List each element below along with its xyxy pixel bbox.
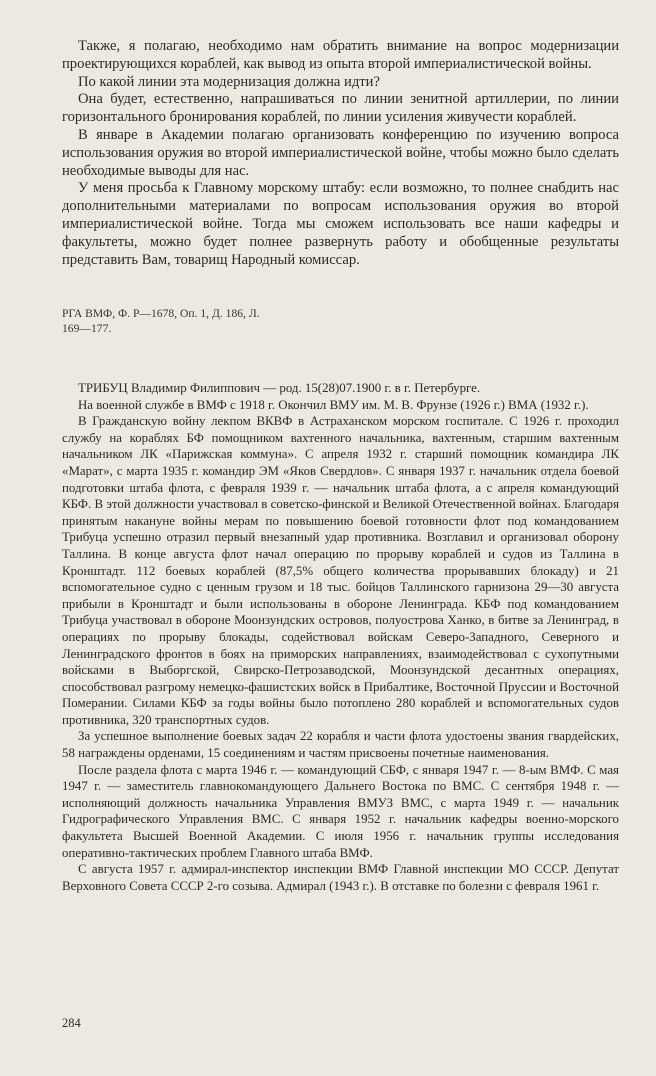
biography-paragraph: За успешное выполнение боевых задач 22 корабля и части флота удостоены звания гвардейских, 58 награждены орденами, 15 соединениям и частям присвоены почетные наименования.: [62, 729, 619, 761]
person-name: ТРИБУЦ Владимир Филиппович: [78, 381, 261, 395]
biography-heading: [62, 380, 619, 397]
source-line: 169—177.: [62, 322, 112, 335]
source-line: РГА ВМФ, Ф. Р—1678, Оп. 1, Д. 186, Л.: [62, 307, 260, 320]
page-number: 284: [62, 1016, 81, 1030]
speech-paragraph: У меня просьба к Главному морскому штабу: если возможно, то полнее снабдить нас дополнительными материалами по вопросам использования оружия во второй империалистической войне. Тогда мы сможем использовать все наши кафедры и факультеты, можно будет полнее развернуть работу и обобщенные результаты представить Вам, товарищ Народный комиссар.: [62, 180, 619, 268]
biography-text: [62, 380, 619, 894]
archive-source: [62, 306, 619, 336]
biography-paragraph: В Гражданскую войну лекпом ВКВФ в Астраханском морском госпитале. С 1926 г. проходил службу на кораблях БФ помощником вахтенного начальника, вахтенным, старшим вахтенным начальником ЛК «Парижская коммуна». С апреля 1932 г. старший помощник командира ЛК «Марат», с марта 1935 г. командир ЭМ «Яков Свердлов». С января 1937 г. начальник отдела боевой подготовки штаба флота, с февраля 1939 г. — начальник штаба флота, а с апреля командующий КБФ. В этой должности участвовал в советско-финской и Великой Отечественной войнах. Благодаря принятым накануне войны мерам по повышению боевой готовности флот под командованием Трибуца успешно отразил первый внезапный удар противника. Возглавил и организовал оборону Таллина. В конце августа флот начал операцию по прорыву кораблей и судов из Таллина в Кронштадт. 112 боевых кораблей (87,5% общего количества прорывавших блокаду) и 21 вспомогательное судно с ценным грузом и 18 тыс. бойцов Таллинского гарнизона 29—30 августа прибыли в Кронштадт и были использованы в обороне Ленинграда. КБФ под командованием Трибуца участвовал в обороне Моонзундских островов, полуострова Ханко, в битве за Ленинград, в операциях по прорыву блокады, содействовал войскам Северо-Западного, Северного и Ленинградского фронтов в боях на приморских направлениях, взаимодействовал с сухопутными войсками в Выборгской, Свирско-Петрозаводской, Моонзундской десантных операциях, способствовал разгрому немецко-фашистских войск в Прибалтике, Восточной Пруссии и Восточной Померании. Силами КБФ за годы войны было потоплено 280 кораблей и вспомогательных судов противника, 320 транспортных судов.: [62, 414, 619, 727]
speech-paragraph: В январе в Академии полагаю организовать конференцию по изучению вопроса использования оружия во второй империалистической войне, чтобы можно было сделать необходимые выводы для нас.: [62, 126, 619, 179]
biography-paragraph: На военной службе в ВМФ с 1918 г. Окончил ВМУ им. М. В. Фрунзе (1926 г.) ВМА (1932 г.).: [78, 397, 589, 412]
speech-paragraph: Также, я полагаю, необходимо нам обратить внимание на вопрос модернизации проектирующихся кораблей, как вывод из опыта второй империалистической войны.: [62, 38, 619, 72]
biography-paragraph: После раздела флота с марта 1946 г. — командующий СБФ, с января 1947 г. — 8-ым ВМФ. С мая 1947 г. — заместитель главнокомандующего Дальнего Востока по ВМС. С сентября 1948 г. — исполняющий должность начальника Управления ВМУЗ ВМС, с марта 1949 г. — начальник Гидрографического Управления ВМС. С января 1952 г. начальник кафедры военно-морского факультета Высшей Военной Академии. С июля 1956 г. начальник группы исследования оперативно-тактических проблем Главного штаба ВМФ.: [62, 762, 619, 860]
birth-info: — род. 15(28)07.1900 г. в г. Петербурге.: [260, 381, 481, 395]
speech-text: [62, 38, 619, 269]
speech-paragraph: По какой линии эта модернизация должна идти?: [78, 73, 380, 90]
biography-paragraph: С августа 1957 г. адмирал-инспектор инспекции ВМФ Главной инспекции МО СССР. Депутат Верховного Совета СССР 2-го созыва. Адмирал (1943 г.). В отставке по болезни с февраля 1961 г.: [62, 862, 619, 893]
speech-paragraph: Она будет, естественно, напрашиваться по линии зенитной артиллерии, по линии горизонтального бронирования кораблей, по линии усиления живучести кораблей.: [62, 91, 619, 126]
